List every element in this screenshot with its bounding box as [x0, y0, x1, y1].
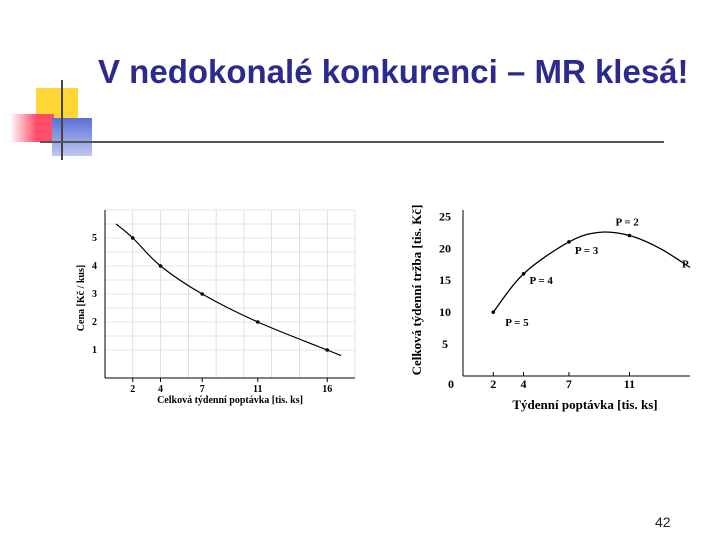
demand-chart: [70, 200, 360, 420]
deco-red-square: [10, 114, 54, 142]
price-label: P = 4: [529, 274, 553, 287]
y-tick-label: 3: [92, 289, 97, 300]
data-point: [256, 320, 260, 324]
data-point: [628, 234, 632, 238]
y-tick-label: 5: [92, 233, 97, 244]
y-tick-label: 25: [439, 209, 451, 224]
x-tick-label: 4: [158, 384, 164, 395]
x-tick-label: 2: [130, 384, 136, 395]
page-number: 42: [655, 514, 671, 530]
x-tick-label: 4: [520, 377, 527, 391]
data-point: [200, 292, 204, 296]
x-tick-label: 11: [253, 384, 263, 395]
data-point: [325, 348, 329, 352]
y-tick-label: 2: [92, 317, 97, 328]
price-label: P = 5: [505, 317, 529, 330]
x-tick-label: 16: [322, 384, 333, 395]
x-tick-label: 2: [490, 377, 497, 391]
y-tick-label: 15: [439, 273, 451, 288]
deco-blue-square: [52, 118, 92, 156]
data-point: [522, 272, 526, 276]
deco-vertical-line: [61, 80, 63, 160]
x-axis-label: Celková týdenní poptávka [tis. ks]: [157, 395, 303, 406]
price-label: P = 2: [615, 216, 639, 229]
price-label: P = 3: [574, 244, 599, 257]
y-tick-label: 10: [439, 305, 451, 320]
y-tick-label: 1: [92, 345, 97, 356]
x-tick-label: 11: [623, 377, 636, 391]
x-tick-label: 7: [565, 377, 572, 391]
x-axis-label: Týdenní poptávka [tis. ks]: [512, 397, 658, 412]
data-point: [567, 240, 571, 244]
slide-title: V nedokonalé konkurenci – MR klesá!: [98, 53, 689, 90]
data-point: [131, 236, 135, 240]
data-point: [159, 264, 163, 268]
title-underline: [40, 141, 664, 143]
x-tick-label: 7: [199, 384, 205, 395]
data-point: [491, 310, 495, 314]
y-axis-label: Cena [Kč / kus]: [76, 264, 87, 332]
y-axis-label: Celková týdenní tržba [tis. Kč]: [409, 204, 424, 376]
y-tick-label: 20: [439, 241, 451, 256]
revenue-chart: [405, 192, 705, 422]
x-tick-label: 0: [448, 377, 454, 391]
price-label: P: [682, 258, 689, 271]
y-tick-label: 4: [92, 261, 97, 272]
y-tick-label: 5: [442, 337, 448, 352]
